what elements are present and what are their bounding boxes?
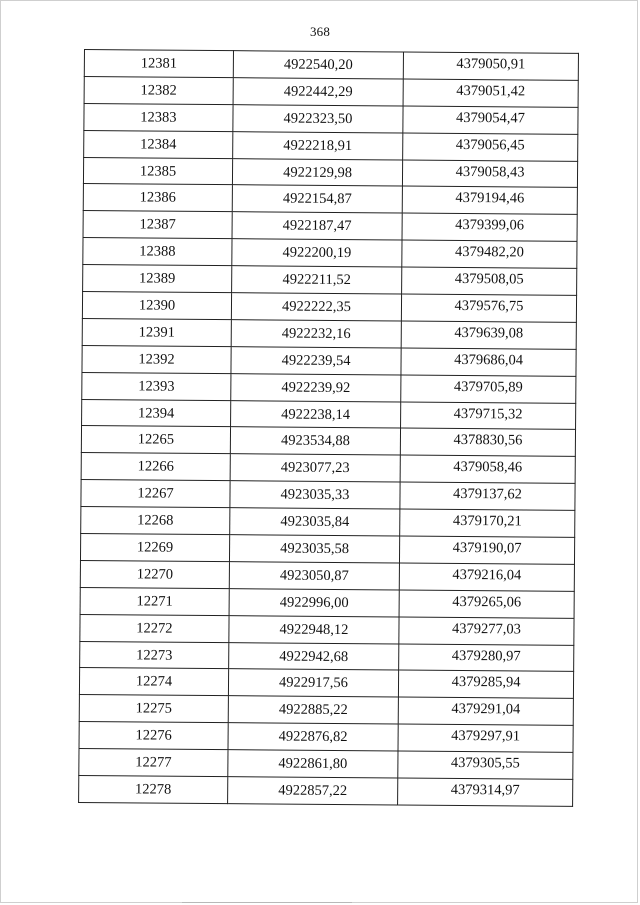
x-coordinate-cell: 4922917,56 — [228, 669, 398, 697]
point-number-cell: 12268 — [81, 507, 230, 535]
y-coordinate-cell: 4379291,04 — [398, 697, 573, 725]
table-row — [84, 50, 578, 81]
point-number-cell: 12394 — [82, 399, 231, 427]
y-coordinate-cell: 4379508,05 — [402, 267, 577, 295]
x-coordinate-cell: 4922211,52 — [232, 266, 402, 294]
point-number-cell: 12275 — [79, 695, 228, 723]
x-coordinate-cell: 4922218,91 — [233, 131, 403, 159]
y-coordinate-cell: 4379305,55 — [398, 751, 573, 779]
point-number-cell: 12383 — [84, 103, 233, 131]
table-row — [81, 480, 575, 511]
x-coordinate-cell: 4922942,68 — [229, 642, 399, 670]
x-coordinate-cell: 4922996,00 — [229, 588, 399, 616]
table-row — [82, 345, 576, 376]
point-number-cell: 12276 — [79, 722, 228, 750]
x-coordinate-cell: 4922442,29 — [233, 78, 403, 106]
y-coordinate-cell: 4379715,32 — [401, 402, 576, 430]
point-number-cell: 12267 — [81, 480, 230, 508]
table-container — [78, 49, 578, 807]
x-coordinate-cell: 4923050,87 — [229, 562, 399, 590]
y-coordinate-cell: 4379399,06 — [402, 213, 577, 241]
x-coordinate-cell: 4922187,47 — [232, 212, 402, 240]
y-coordinate-cell: 4379576,75 — [401, 294, 576, 322]
point-number-cell: 12270 — [80, 560, 229, 588]
x-coordinate-cell: 4922948,12 — [229, 615, 399, 643]
table-row — [82, 292, 576, 323]
point-number-cell: 12388 — [83, 238, 232, 266]
x-coordinate-cell: 4922239,92 — [231, 373, 401, 401]
y-coordinate-cell: 4379216,04 — [399, 563, 574, 591]
point-number-cell: 12393 — [82, 372, 231, 400]
x-coordinate-cell: 4922885,22 — [228, 696, 398, 724]
x-coordinate-cell: 4922876,82 — [228, 723, 398, 751]
y-coordinate-cell: 4379137,62 — [400, 482, 575, 510]
y-coordinate-cell: 4379314,97 — [398, 778, 573, 806]
table-row — [84, 103, 578, 134]
table-row — [84, 130, 578, 161]
table-row — [81, 507, 575, 538]
point-number-cell: 12266 — [81, 453, 230, 481]
point-number-cell: 12265 — [81, 426, 230, 454]
table-row — [83, 265, 577, 296]
table-row — [80, 614, 574, 645]
table-body — [79, 50, 579, 807]
table-row — [79, 668, 573, 699]
y-coordinate-cell: 4379051,42 — [403, 79, 578, 107]
point-number-cell: 12391 — [82, 318, 231, 346]
y-coordinate-cell: 4379058,46 — [400, 455, 575, 483]
x-coordinate-cell: 4923035,84 — [230, 508, 400, 536]
x-coordinate-cell: 4922540,20 — [233, 51, 403, 79]
y-coordinate-cell: 4378830,56 — [400, 428, 575, 456]
y-coordinate-cell: 4379297,91 — [398, 724, 573, 752]
x-coordinate-cell: 4922222,35 — [231, 293, 401, 321]
y-coordinate-cell: 4379170,21 — [400, 509, 575, 537]
point-number-cell: 12390 — [82, 292, 231, 320]
point-number-cell: 12392 — [82, 345, 231, 373]
table-row — [84, 76, 578, 107]
table-row — [81, 453, 575, 484]
table-row — [80, 587, 574, 618]
point-number-cell: 12277 — [79, 749, 228, 777]
y-coordinate-cell: 4379285,94 — [398, 670, 573, 698]
point-number-cell: 12382 — [84, 76, 233, 104]
y-coordinate-cell: 4379190,07 — [399, 536, 574, 564]
x-coordinate-cell: 4923035,58 — [229, 535, 399, 563]
table-row — [81, 426, 575, 457]
point-number-cell: 12273 — [80, 641, 229, 669]
point-number-cell: 12274 — [79, 668, 228, 696]
table-row — [79, 722, 573, 753]
table-row — [83, 211, 577, 242]
y-coordinate-cell: 4379639,08 — [401, 321, 576, 349]
point-number-cell: 12386 — [83, 184, 232, 212]
point-number-cell: 12271 — [80, 587, 229, 615]
y-coordinate-cell: 4379056,45 — [403, 133, 578, 161]
x-coordinate-cell: 4922232,16 — [231, 320, 401, 348]
table-row — [82, 399, 576, 430]
y-coordinate-cell: 4379686,04 — [401, 348, 576, 376]
table-row — [83, 157, 577, 188]
y-coordinate-cell: 4379050,91 — [403, 52, 578, 80]
table-row — [79, 776, 573, 807]
y-coordinate-cell: 4379277,03 — [399, 617, 574, 645]
table-row — [83, 238, 577, 269]
table-row — [80, 534, 574, 565]
x-coordinate-cell: 4922200,19 — [232, 239, 402, 267]
y-coordinate-cell: 4379265,06 — [399, 590, 574, 618]
point-number-cell: 12381 — [84, 50, 233, 78]
page-number: 368 — [309, 24, 331, 39]
point-number-cell: 12385 — [83, 157, 232, 185]
table-row — [82, 372, 576, 403]
x-coordinate-cell: 4922154,87 — [232, 185, 402, 213]
point-number-cell: 12387 — [83, 211, 232, 239]
point-number-cell: 12269 — [80, 534, 229, 562]
y-coordinate-cell: 4379058,43 — [402, 160, 577, 188]
table-row — [80, 641, 574, 672]
x-coordinate-cell: 4922129,98 — [232, 158, 402, 186]
point-number-cell: 12384 — [84, 130, 233, 158]
table-row — [79, 749, 573, 780]
x-coordinate-cell: 4922323,50 — [233, 104, 403, 132]
y-coordinate-cell: 4379194,46 — [402, 186, 577, 214]
x-coordinate-cell: 4923077,23 — [230, 454, 400, 482]
point-number-cell: 12389 — [83, 265, 232, 293]
x-coordinate-cell: 4922861,80 — [228, 750, 398, 778]
point-number-cell: 12278 — [79, 776, 228, 804]
coordinates-table — [78, 49, 579, 807]
table-row — [79, 695, 573, 726]
x-coordinate-cell: 4922857,22 — [228, 777, 398, 805]
table-row — [83, 184, 577, 215]
x-coordinate-cell: 4922238,14 — [231, 400, 401, 428]
y-coordinate-cell: 4379705,89 — [401, 375, 576, 403]
table-row — [80, 560, 574, 591]
y-coordinate-cell: 4379482,20 — [402, 240, 577, 268]
x-coordinate-cell: 4923534,88 — [230, 427, 400, 455]
y-coordinate-cell: 4379054,47 — [403, 106, 578, 134]
x-coordinate-cell: 4923035,33 — [230, 481, 400, 509]
y-coordinate-cell: 4379280,97 — [399, 644, 574, 672]
x-coordinate-cell: 4922239,54 — [231, 346, 401, 374]
bottom-rule — [182, 902, 352, 903]
point-number-cell: 12272 — [80, 614, 229, 642]
table-row — [82, 318, 576, 349]
